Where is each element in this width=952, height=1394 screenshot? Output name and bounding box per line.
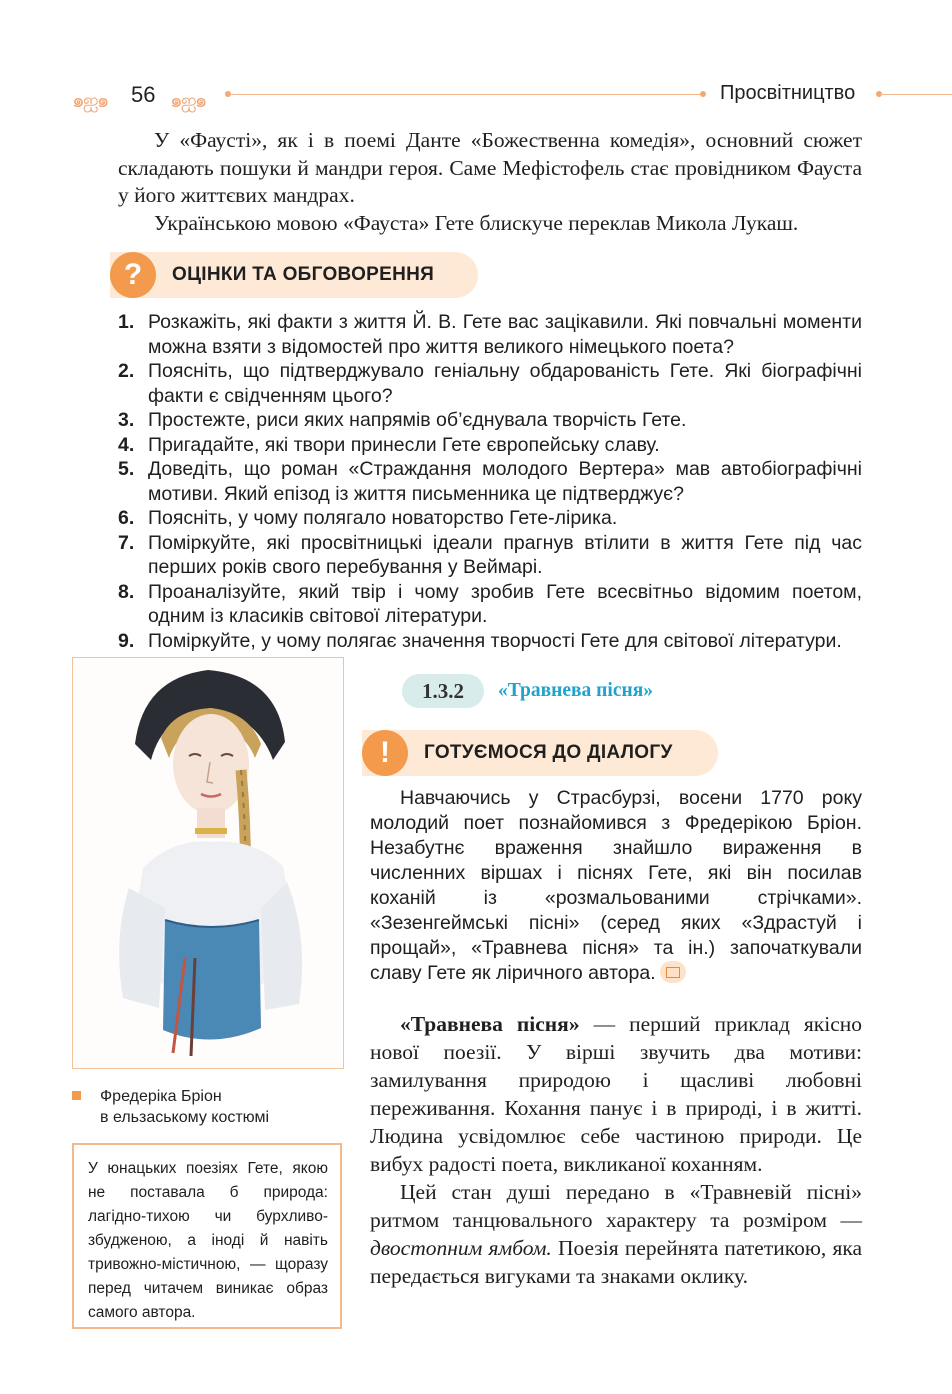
assessment-title: ОЦІНКИ ТА ОБГОВОРЕННЯ [172,264,435,285]
question-mark-icon: ? [110,252,156,298]
header-rule [228,94,702,95]
question-number: 8. [118,580,135,603]
question-number: 9. [118,629,135,652]
ornament-right-icon: ๑ஐ๑ [170,90,206,112]
page-number: 56 [131,82,156,107]
caption-line: Фредеріка Бріон [100,1088,222,1105]
song-paragraph-text: Цей стан душі передано в «Травневій пісні» ритмом танцювального характеру та розміром — [370,1180,862,1232]
question-number: 3. [118,409,135,431]
question-number: 1. [118,311,135,333]
caption-line: в ельзаському костюмі [100,1109,270,1126]
header-rule [880,94,952,95]
question-text: Поміркуйте, у чому полягає значення творчості Гете для світової літератури. [148,629,842,652]
intro-paragraph: Українською мовою «Фауста» Гете блискуче переклав Микола Лукаш. [154,210,799,235]
subsection-number: 1.3.2 [402,674,484,708]
question-text: Простежте, риси яких напрямів об’єднувала творчість Гете. [148,409,687,431]
question-number: 2. [118,360,135,382]
question-text: Поясніть, у чому полягало новаторство Гете-лірика. [148,507,618,529]
question-item [118,629,862,654]
portrait-illustration [73,658,343,1068]
question-item [118,580,862,629]
header-line-dot [700,91,706,97]
question-number: 6. [118,507,135,529]
question-text: Пригадайте, які твори принесли Гете європейську славу. [148,433,660,456]
intro-paragraph: У «Фаусті», як і в поемі Данте «Божественна комедія», основний сюжет складають пошуки й мандри героя. Саме Мефістофель стає провідником Фауста у його життєвих мандрах. [118,128,862,207]
question-item [118,506,862,531]
song-paragraph [370,1178,862,1290]
question-item [118,408,862,433]
question-item [118,359,862,408]
question-item [118,457,862,506]
question-text: Розкажіть, які факти з життя Й. В. Гете вас зацікавили. Які повчальні моменти можна взяти з відомостей про життя великого німецького поета? [148,311,862,358]
dialog-title: ГОТУЄМОСЯ ДО ДІАЛОГУ [424,742,673,763]
song-analysis [370,1010,862,1290]
ornament-left-icon: ๑ஐ๑ [72,90,108,112]
caption-text [100,1086,269,1128]
assessment-banner [110,252,478,298]
side-note-box [72,1143,342,1329]
exclamation-icon: ! [362,730,408,776]
question-text: Поясніть, що підтверджувало геніальну обдарованість Гете. Які біографічні факти є свідченням цього? [148,360,862,407]
meter-term: двостопним ямбом. [370,1236,552,1260]
side-note-text: У юнацьких поезіях Гете, якою не поставала б природа: лагідно-тихою чи бурхливо-збудженою, а іноді й навіть тривожно-містичною, — щоразу перед читачем виникає образ самого автора. [88,1160,328,1321]
question-item [118,531,862,580]
subsection-title: «Травнева пісня» [498,680,654,701]
caption-bullet-icon [72,1091,81,1100]
song-paragraph [370,1010,862,1178]
dialog-text [370,786,862,986]
question-number: 5. [118,458,135,480]
dialog-paragraph [370,786,862,986]
question-number: 7. [118,531,135,554]
song-title-bold: «Травнева пісня» [400,1012,580,1036]
dialog-banner [362,730,718,776]
questions-list [118,310,862,653]
question-text: Доведіть, що роман «Страждання молодого Вертера» мав автобіографічні мотиви. Який епізод із життя письменника це підтверджує? [148,458,862,505]
intro-text [118,127,862,237]
question-text: Поміркуйте, які просвітницькі ідеали прагнув втілити в життя Гете під час перших років свого перебування у Веймарі. [148,531,862,578]
dialog-paragraph-text: Навчаючись у Страсбурзі, восени 1770 року молодий поет познайомився з Фредерікою Бріон. Незабутнє враження знайшло вираження в численних віршах і піснях Гете, які він посилав коханій із «розмальованими стрічками». «Зезенгеймські пісні» (серед яких «Здрастуй і прощай», «Травнева пісня» та ін.) започаткували славу Гете як ліричного автора. [370,787,862,984]
portrait-image [72,657,344,1069]
question-text: Проаналізуйте, який твір і чому зробив Гете всесвітньо відомим поетом, одним із класиків світової літератури. [148,580,862,627]
question-number: 4. [118,433,135,456]
section-name: Просвітництво [720,82,856,104]
page-header [0,70,952,120]
song-paragraph-text: Поезія перейнята патетикою, яка передається вигуками та знаками оклику. [370,1236,862,1288]
book-icon[interactable] [660,961,686,983]
question-item [118,310,862,359]
song-paragraph-text: — перший приклад якісно нової поезії. У вірші звучить два мотиви: замилування природою і щасливі любовні переживання. Кохання панує і в природі, і в житті. Людина усвідомлює себе частиною природи. Це вибух радості поета, викликаної коханням. [370,1012,863,1176]
question-item [118,433,862,458]
